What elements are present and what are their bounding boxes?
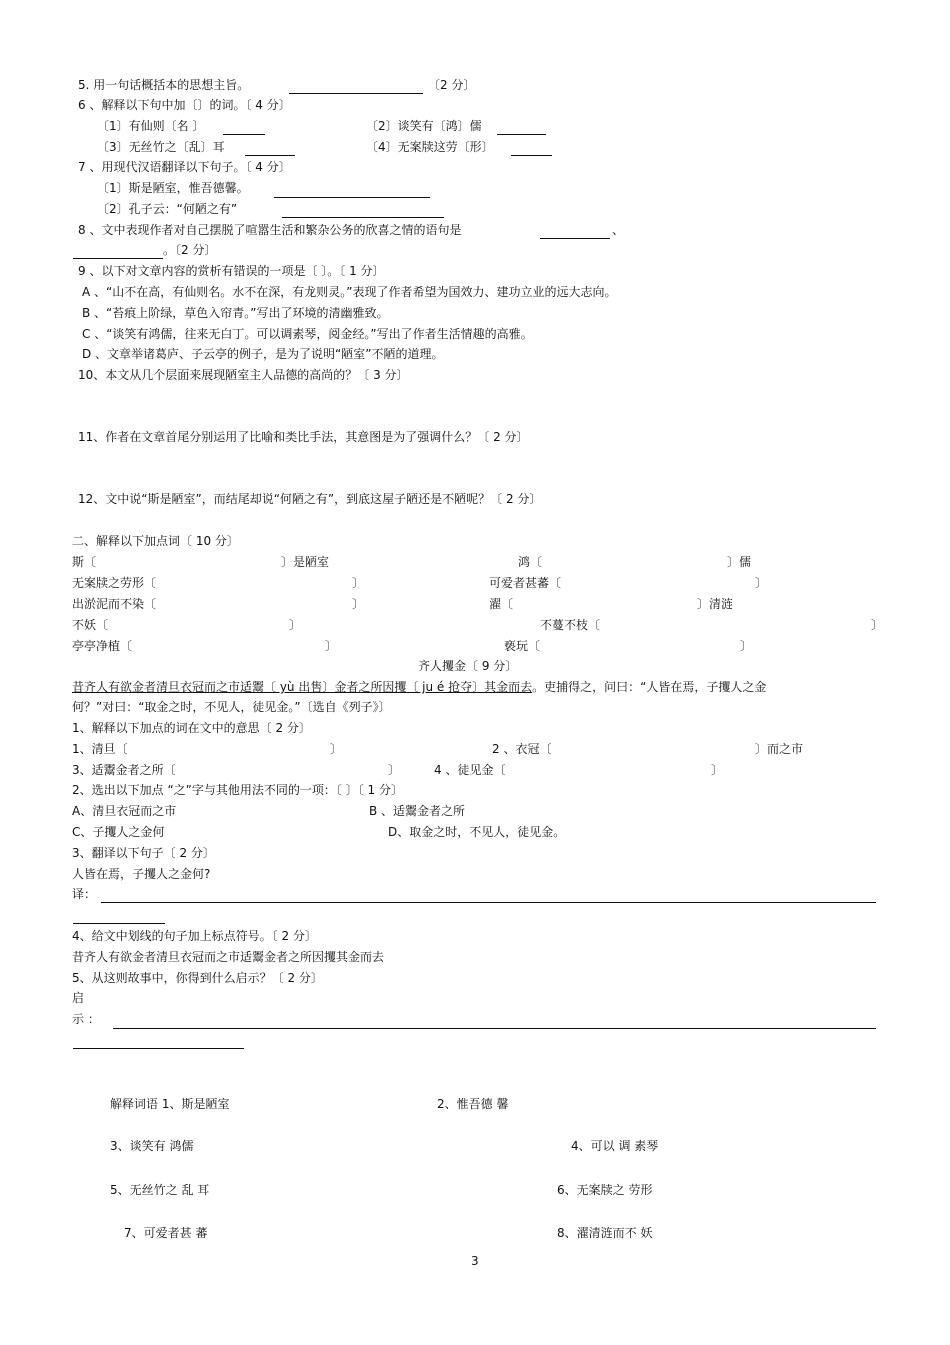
s3-q3-translation-label: 译： bbox=[72, 887, 97, 901]
s3-q1-item-3: 3、适鬻金者之所〔 bbox=[72, 763, 176, 777]
s3-question-1: 1、解释以下加点的词在文中的意思〔 2 分〕 bbox=[72, 721, 311, 735]
term-buman-close: 〕 bbox=[871, 618, 884, 632]
question-9-option-a: A 、“山不在高，有仙则名。水不在深，有龙则灵。”表现了作者希望为国效力、建功立业的远大志向。 bbox=[82, 285, 617, 299]
term-buyao-label: 不妖〔 bbox=[72, 618, 109, 632]
question-8-comma: 、 bbox=[612, 223, 625, 237]
term-laoxing-label: 无案牍之劳形〔 bbox=[72, 576, 157, 590]
s3-q1-item-3-close: 〕 bbox=[388, 763, 401, 777]
term-jingzhi-close: 〕 bbox=[325, 639, 338, 653]
question-9: 9 、以下对文章内容的赏析有错误的一项是〔 〕。〔 1 分〕 bbox=[78, 264, 385, 278]
s3-q1-item-1: 1、清旦〔 bbox=[72, 742, 128, 756]
question-9-option-c: C 、“谈笑有鸿儒，往来无白丁。可以调素琴，阅金经。”写出了作者生活情趣的高雅。 bbox=[82, 327, 533, 341]
term-buran-close: 〕 bbox=[352, 597, 365, 611]
insight-answer-line[interactable] bbox=[113, 1028, 876, 1029]
term-si-close: 〕是陋室 bbox=[281, 555, 330, 569]
s3-q1-item-1-close: 〕 bbox=[330, 742, 343, 756]
word-item-5: 5、无丝竹之 乱 耳 bbox=[110, 1183, 210, 1197]
word-item-7: 7、可爱者甚 蕃 bbox=[124, 1226, 208, 1240]
question-7-item-2: 〔2〕孔子云：“何陋之有” bbox=[97, 202, 238, 216]
question-8: 8 、文中表现作者对自己摆脱了喧嚣生活和繁杂公务的欣喜之情的语句是 bbox=[78, 223, 462, 237]
answer-blank-6-4[interactable] bbox=[511, 155, 552, 156]
answer-blank-5[interactable] bbox=[289, 93, 423, 94]
question-6-item-1: 〔1〕有仙则〔名 〕 bbox=[97, 119, 205, 133]
translation-answer-line[interactable] bbox=[101, 902, 876, 903]
s3-q2-option-c: C、子攫人之金何 bbox=[72, 825, 165, 839]
answer-blank-6-1[interactable] bbox=[223, 134, 265, 135]
term-zhuo-label: 濯〔 bbox=[489, 597, 514, 611]
term-jingzhi-label: 亭亭净植〔 bbox=[72, 639, 133, 653]
s3-q5-label-qi: 启 bbox=[72, 991, 85, 1005]
term-si-label: 斯〔 bbox=[72, 555, 97, 569]
s3-q2-option-a: A、清旦衣冠而之市 bbox=[72, 804, 177, 818]
s3-q1-item-2: 2 、衣冠〔 bbox=[492, 742, 552, 756]
s3-q2-option-b: B 、适鬻金者之所 bbox=[369, 804, 466, 818]
translation-answer-line-2[interactable] bbox=[73, 923, 165, 924]
term-laoxing-close: 〕 bbox=[352, 576, 365, 590]
question-6-item-3: 〔3〕无丝竹之〔乱〕耳 bbox=[97, 140, 225, 154]
passage-line-1-rest: 。吏捕得之，问曰：“人皆在焉，子攫人之金 bbox=[532, 680, 767, 694]
word-item-8: 8、濯清涟而不 妖 bbox=[557, 1226, 653, 1240]
question-7-item-1: 〔1〕斯是陋室，惟吾德馨。 bbox=[97, 181, 249, 195]
word-item-6: 6、无案牍之 劳形 bbox=[557, 1183, 653, 1197]
s3-question-2: 2、选出以下加点 “之”字与其他用法不同的一项：〔 〕〔 1 分〕 bbox=[72, 783, 403, 797]
s3-question-3: 3、翻译以下句子〔 2 分〕 bbox=[72, 846, 215, 860]
question-9-option-b: B 、“苔痕上阶绿，草色入帘青。”写出了环境的清幽雅致。 bbox=[82, 306, 389, 320]
s3-question-4: 4、给文中划线的句子加上标点符号。〔 2 分〕 bbox=[72, 929, 317, 943]
s3-q4-sentence: 昔齐人有欲金者清旦衣冠而之市适鬻金者之所因攫其金而去 bbox=[72, 950, 385, 964]
term-zhuo-close: 〕清涟 bbox=[697, 597, 734, 611]
question-6-item-4: 〔4〕无案牍这劳〔形〕 bbox=[366, 140, 494, 154]
s3-q1-item-4: 4 、徒见金〔 bbox=[434, 763, 506, 777]
term-buran-label: 出淤泥而不染〔 bbox=[72, 597, 157, 611]
term-fan-close: 〕 bbox=[755, 576, 768, 590]
s3-q2-option-d: D、取金之时，不见人，徒见金。 bbox=[388, 825, 566, 839]
question-6-item-2: 〔2〕谈笑有〔鸿〕儒 bbox=[366, 119, 482, 133]
word-item-2: 2、惟吾德 馨 bbox=[437, 1097, 509, 1111]
word-item-3: 3、谈笑有 鸿儒 bbox=[110, 1139, 194, 1153]
term-fan-label: 可爱者甚蕃〔 bbox=[489, 576, 562, 590]
insight-answer-line-2[interactable] bbox=[73, 1048, 244, 1049]
answer-blank-7-1[interactable] bbox=[274, 197, 430, 198]
answer-blank-6-2[interactable] bbox=[497, 134, 546, 135]
question-5-score: 〔2 分〕 bbox=[428, 78, 476, 92]
s3-q1-item-2-close: 〕而之市 bbox=[755, 742, 804, 756]
question-6: 6 、解释以下句中加〔〕的词。〔 4 分〕 bbox=[78, 98, 291, 112]
question-12: 12、文中说“斯是陋室”，而结尾却说“何陋之有”，到底这屋子陋还是不陋呢？〔 2 分〕 bbox=[78, 492, 542, 506]
s3-q3-sentence: 人皆在焉，子攫人之金何? bbox=[72, 867, 211, 881]
s3-q1-item-4-close: 〕 bbox=[711, 763, 724, 777]
word-item-4: 4、可以 调 素琴 bbox=[571, 1139, 659, 1153]
question-8-score: 。〔2 分〕 bbox=[163, 243, 217, 257]
s3-q5-label-shi: 示 ： bbox=[72, 1012, 100, 1026]
answer-blank-8-2[interactable] bbox=[73, 258, 163, 259]
underlined-sentence: 昔齐人有欲金者清旦衣冠而之市适鬻〔 yù 出售〕金者之所因攫〔 ju é 抢夺〕其金而去 bbox=[72, 680, 533, 694]
page-number: 3 bbox=[471, 1254, 479, 1268]
section-3-title: 齐人攫金〔 9 分〕 bbox=[418, 659, 518, 673]
question-10: 10、本文从几个层面来展现陋室主人品德的高尚的？〔 3 分〕 bbox=[78, 368, 409, 382]
answer-blank-6-3[interactable] bbox=[245, 155, 295, 156]
answer-blank-7-2[interactable] bbox=[282, 217, 444, 218]
term-xiewan-close: 〕 bbox=[740, 639, 753, 653]
term-hong-label: 鸿〔 bbox=[518, 555, 543, 569]
question-11: 11、作者在文章首尾分别运用了比喻和类比手法，其意图是为了强调什么？〔 2 分〕 bbox=[78, 430, 529, 444]
question-7: 7 、用现代汉语翻译以下句子。〔 4 分〕 bbox=[78, 160, 291, 174]
word-item-1: 解释词语 1、斯是陋室 bbox=[110, 1097, 230, 1111]
section-2-title: 二、解释以下加点词〔 10 分〕 bbox=[72, 534, 239, 548]
question-9-option-d: D 、文章举诸葛庐、子云亭的例子，是为了说明“陋室”不陋的道理。 bbox=[82, 347, 444, 361]
term-buman-label: 不蔓不枝〔 bbox=[540, 618, 601, 632]
passage-line-1 bbox=[72, 680, 766, 695]
term-hong-close: 〕儒 bbox=[727, 555, 752, 569]
passage-line-2: 何？”对曰：“取金之时，不见人，徒见金。”〔选自《列子》〕 bbox=[72, 700, 391, 714]
term-xiewan-label: 亵玩〔 bbox=[504, 639, 541, 653]
answer-blank-8-1[interactable] bbox=[540, 238, 610, 239]
question-5: 5. 用一句话概括本的思想主旨。 bbox=[78, 78, 250, 92]
term-buyao-close: 〕 bbox=[289, 618, 302, 632]
s3-question-5: 5、从这则故事中，你得到什么启示？〔 2 分〕 bbox=[72, 971, 323, 985]
